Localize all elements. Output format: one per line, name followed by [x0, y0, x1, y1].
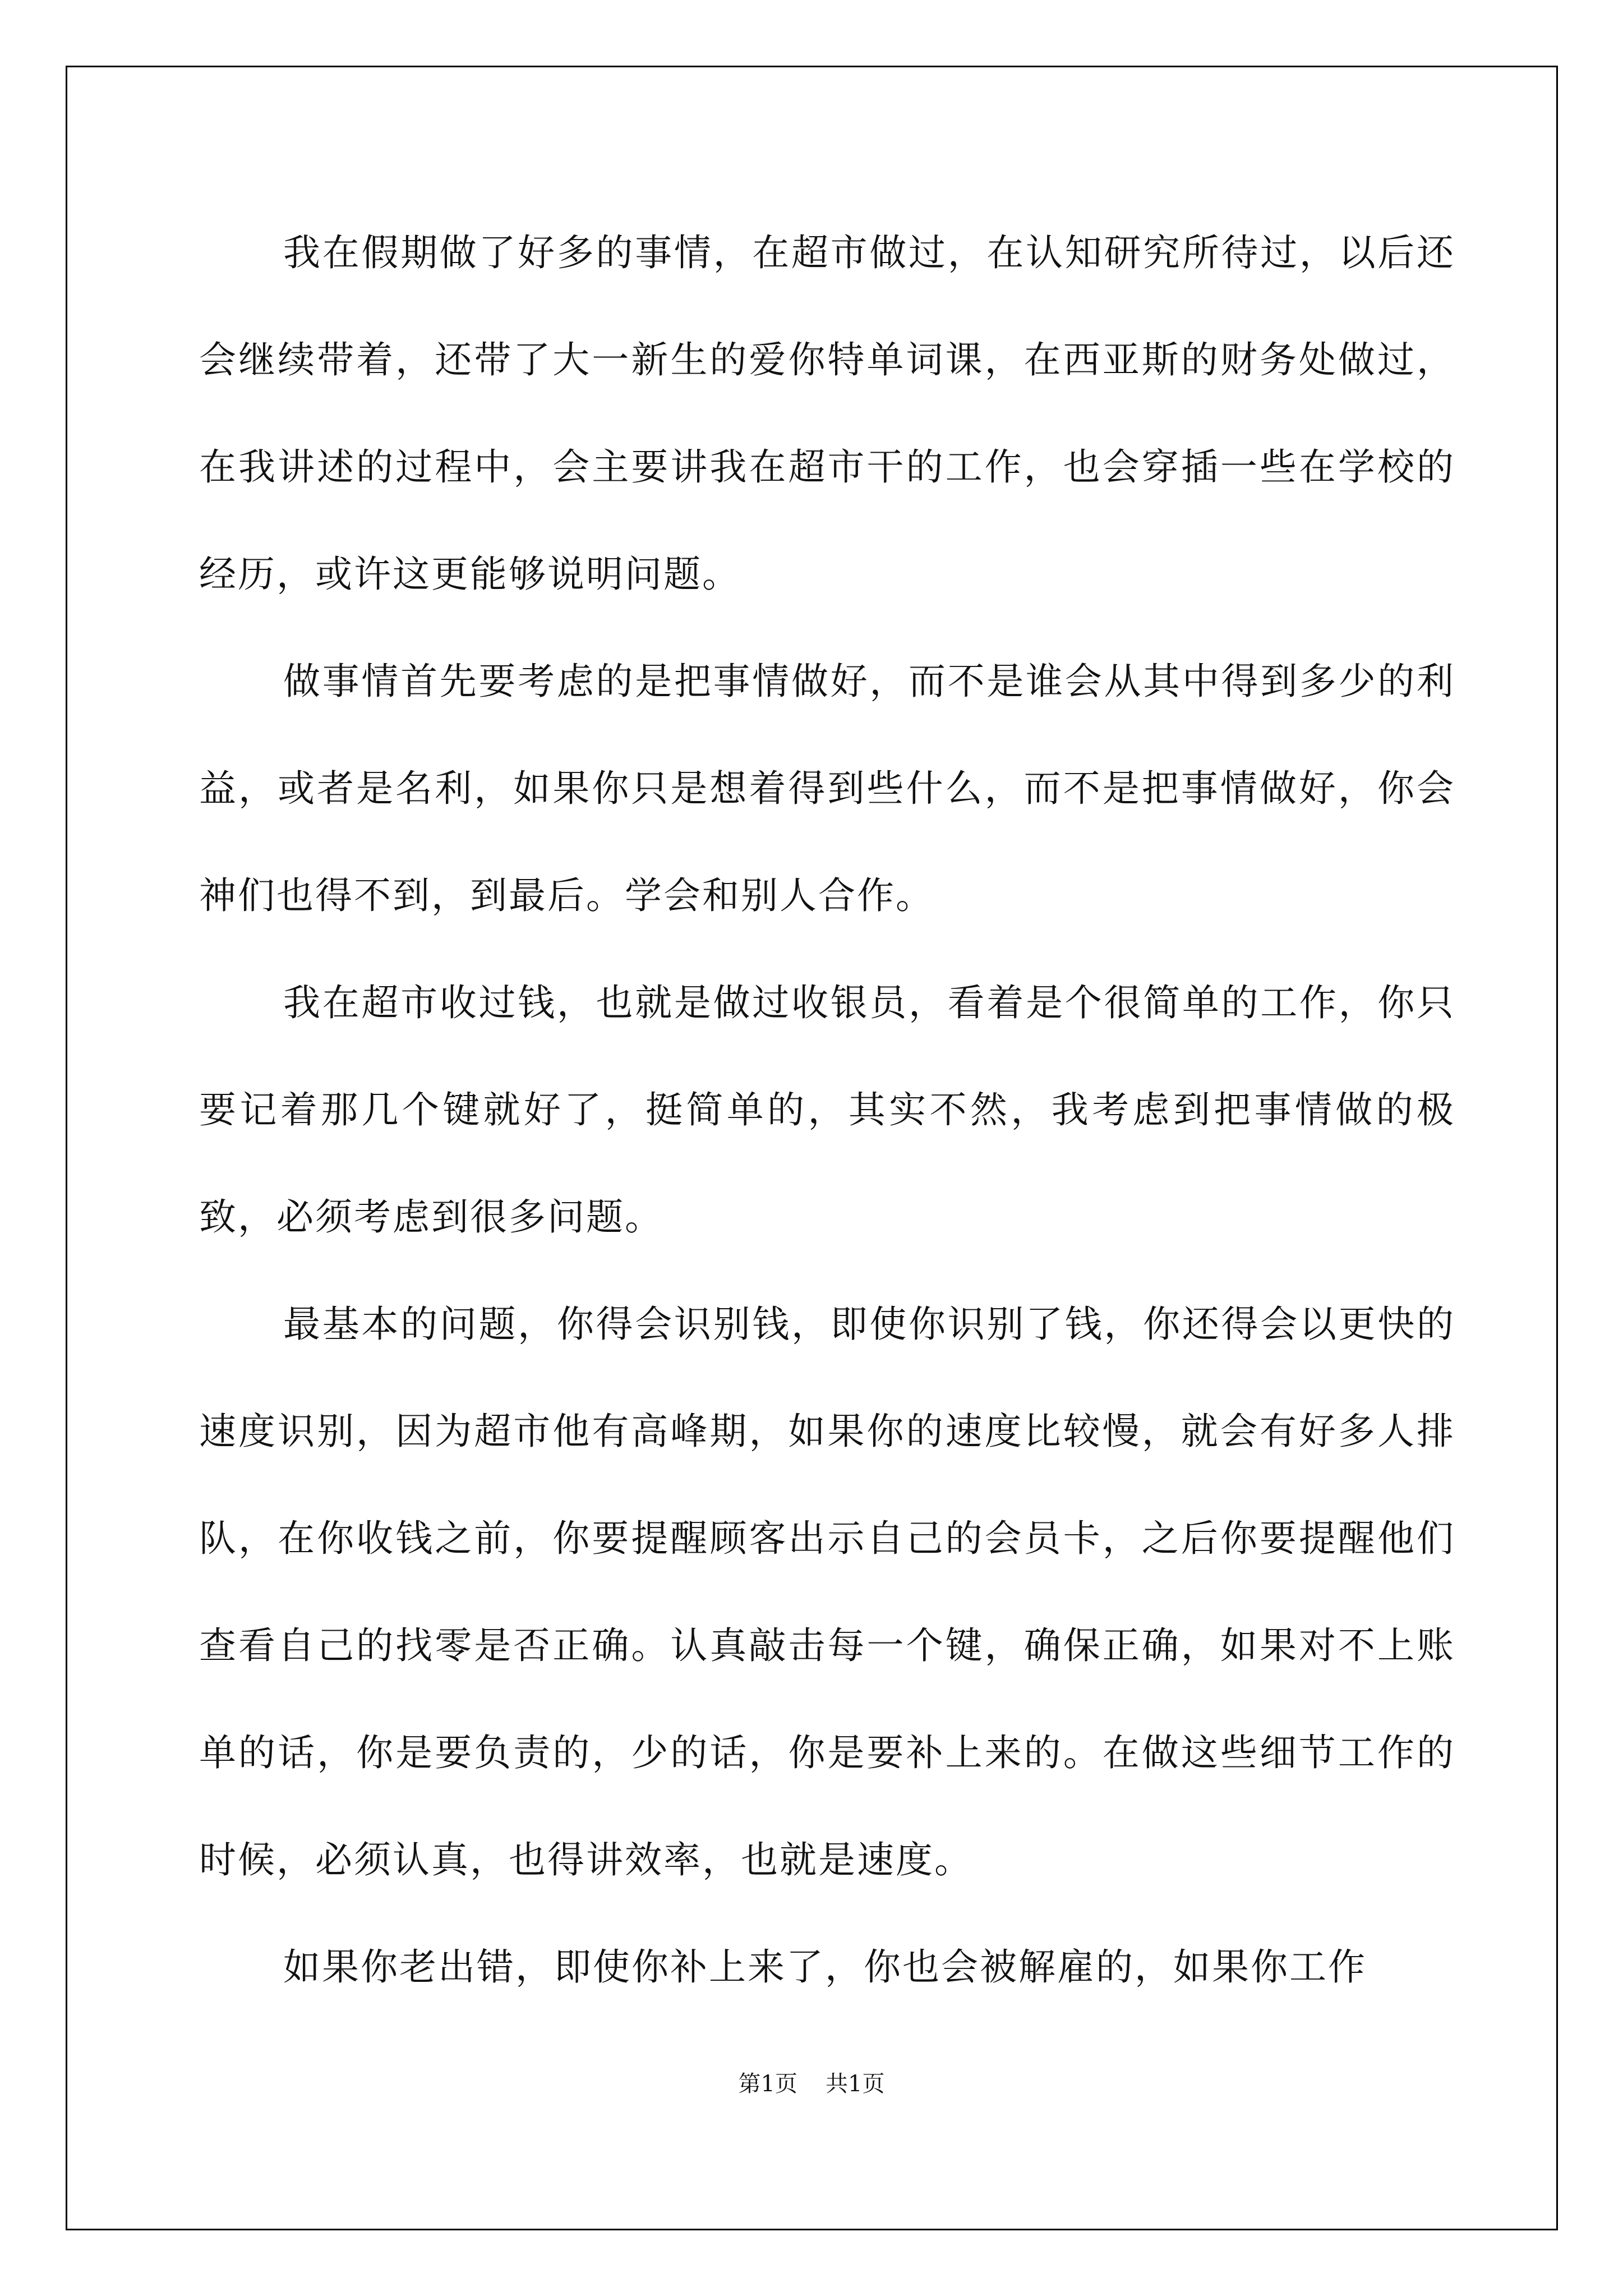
page-total: 共1页	[826, 2071, 885, 2097]
paragraph: 做事情首先要考虑的是把事情做好，而不是谁会从其中得到多少的利益，或者是名利，如果你只是想着得到些什么，而不是把事情做好，你会神们也得不到，到最后。学会和别人合作。	[199, 660, 1455, 917]
page-footer	[0, 2070, 1623, 2098]
paragraph: 我在超市收过钱，也就是做过收银员，看着是个很简单的工作，你只要记着那几个键就好了，挺简单的，其实不然，我考虑到把事情做的极致，必须考虑到很多问题。	[199, 981, 1455, 1239]
paragraph: 如果你老出错，即使你补上来了，你也会被解雇的，如果你工作	[283, 1945, 1367, 1989]
paragraph: 我在假期做了好多的事情，在超市做过，在认知研究所待过，以后还会继续带着，还带了大一新生的爱你特单词课，在西亚斯的财务处做过，在我讲述的过程中，会主要讲我在超市干的工作，也会穿插一些在学校的经历，或许这更能够说明问题。	[199, 231, 1455, 596]
document-body	[199, 199, 1455, 2021]
page-number: 第1页	[738, 2071, 797, 2097]
paragraph: 最基本的问题，你得会识别钱，即使你识别了钱，你还得会以更快的速度识别，因为超市他有高峰期，如果你的速度比较慢，就会有好多人排队，在你收钱之前，你要提醒顾客出示自己的会员卡，之后你要提醒他们查看自己的找零是否正确。认真敲击每一个键，确保正确，如果对不上账单的话，你是要负责的，少的话，你是要补上来的。在做这些细节工作的时候，必须认真，也得讲效率，也就是速度。	[199, 1303, 1455, 1881]
